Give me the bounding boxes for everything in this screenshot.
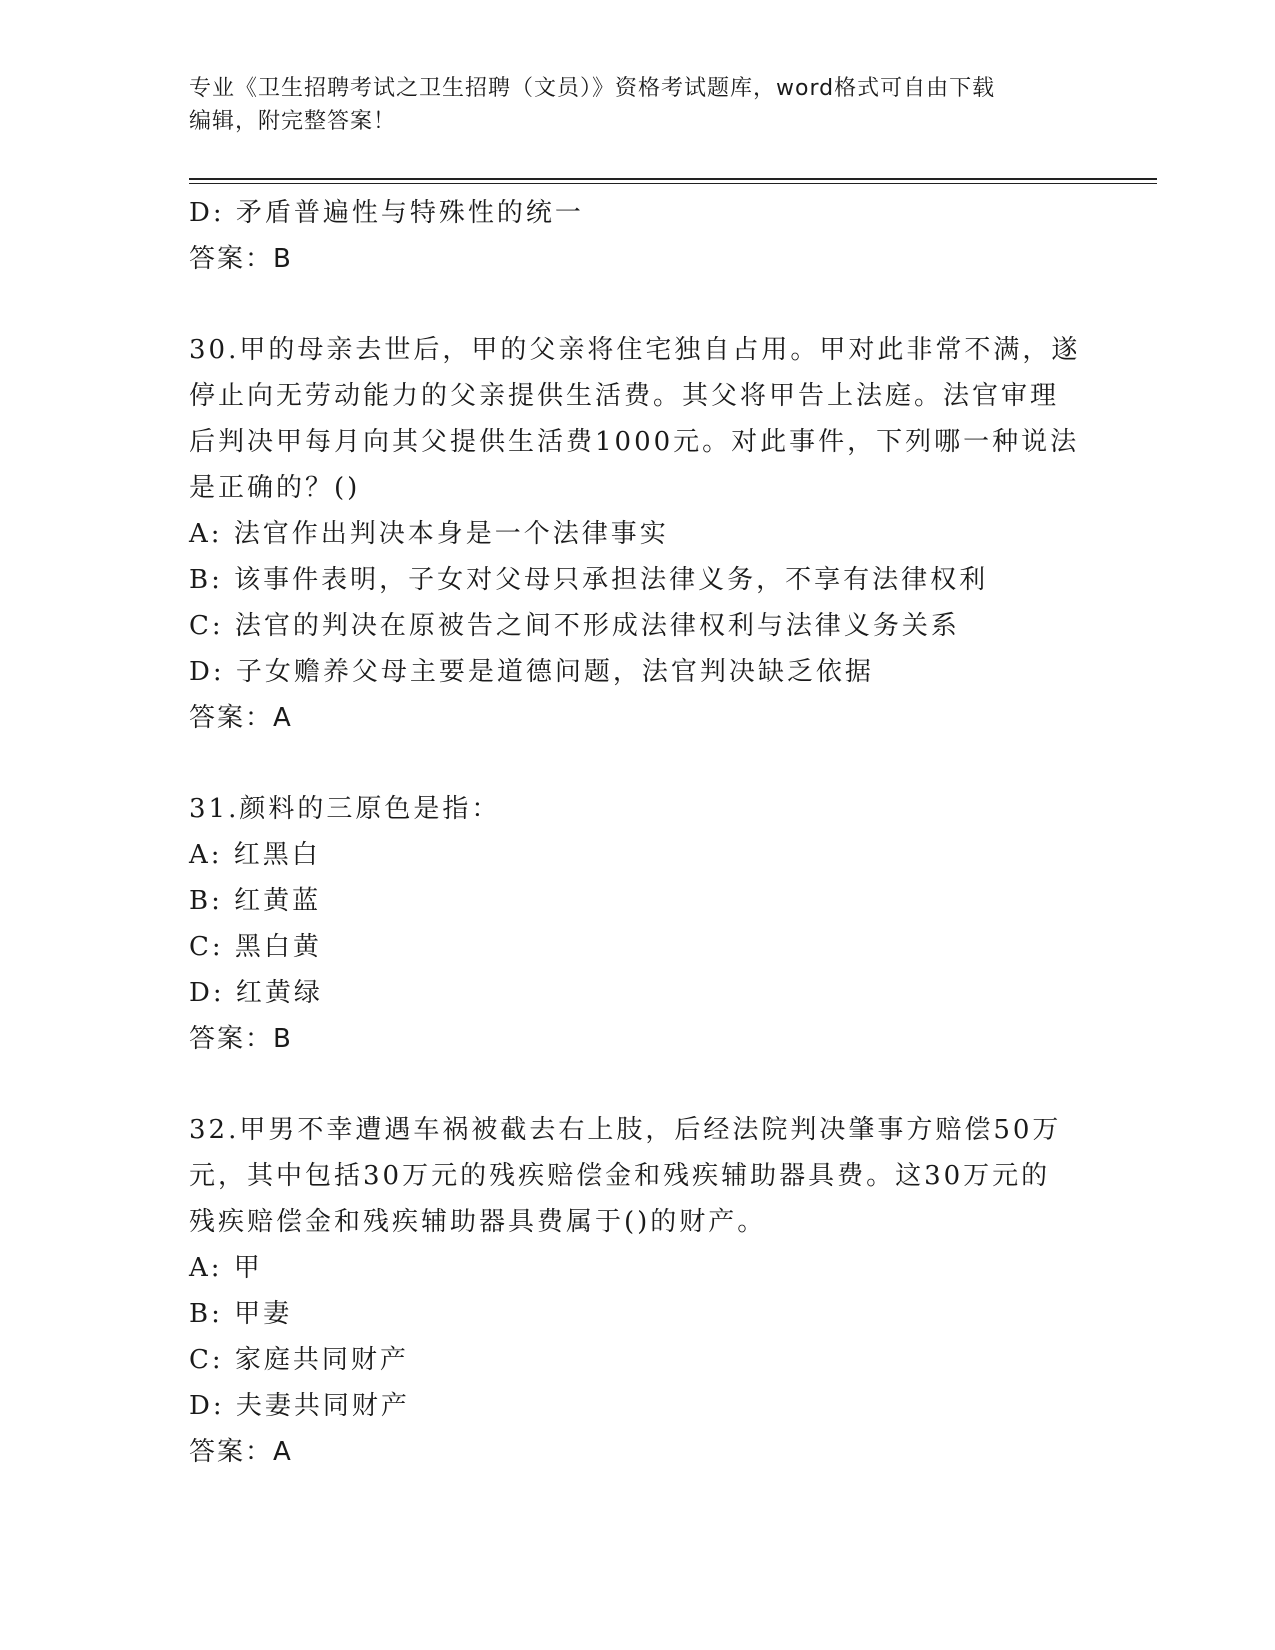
answer-line: 答案：A <box>189 1437 293 1467</box>
question-stem-line: 是正确的？() <box>189 473 361 503</box>
header-line-1: 专业《卫生招聘考试之卫生招聘（文员）》资格考试题库，word格式可自由下载 <box>189 76 996 101</box>
answer-line: 答案：B <box>189 1024 293 1054</box>
option-d: D: 夫妻共同财产 <box>189 1391 410 1421</box>
question-stem-line: 元，其中包括30万元的残疾赔偿金和残疾辅助器具费。这30万元的 <box>189 1161 1051 1191</box>
question-30 <box>189 327 1089 741</box>
option-a: A: 甲 <box>189 1253 263 1283</box>
question-stem-line: 停止向无劳动能力的父亲提供生活费。其父将甲告上法庭。法官审理 <box>189 381 1060 411</box>
previous-question-fragment <box>189 190 1089 282</box>
option-a: A: 法官作出判决本身是一个法律事实 <box>189 519 669 549</box>
option-a: A: 红黑白 <box>189 840 321 870</box>
header-divider-thick <box>189 178 1157 180</box>
option-b: B: 甲妻 <box>189 1299 293 1329</box>
option-b: B: 红黄蓝 <box>189 886 322 916</box>
question-stem-line: 后判决甲每月向其父提供生活费1000元。对此事件，下列哪一种说法 <box>189 427 1080 457</box>
question-stem-line: 31.颜料的三原色是指： <box>189 794 501 824</box>
question-stem-line: 残疾赔偿金和残疾辅助器具费属于()的财产。 <box>189 1207 767 1237</box>
question-32 <box>189 1107 1089 1475</box>
header-line-2: 编辑，附完整答案！ <box>189 109 397 134</box>
option-d: D: 红黄绿 <box>189 978 323 1008</box>
question-31 <box>189 786 1089 1062</box>
option-d: D: 子女赡养父母主要是道德问题，法官判决缺乏依据 <box>189 657 874 687</box>
option-c: C: 黑白黄 <box>189 932 322 962</box>
question-stem-line: 32.甲男不幸遭遇车祸被截去右上肢，后经法院判决肇事方赔偿50万 <box>189 1115 1062 1145</box>
question-stem-line: 30.甲的母亲去世后，甲的父亲将住宅独自占用。甲对此非常不满，遂 <box>189 335 1081 365</box>
header-divider-thin <box>189 183 1157 184</box>
answer-line: 答案：B <box>189 244 293 274</box>
answer-line: 答案：A <box>189 703 293 733</box>
option-d: D: 矛盾普遍性与特殊性的统一 <box>189 198 584 228</box>
option-b: B: 该事件表明，子女对父母只承担法律义务，不享有法律权利 <box>189 565 989 595</box>
option-c: C: 家庭共同财产 <box>189 1345 409 1375</box>
page-header <box>189 72 1069 138</box>
document-body <box>189 190 1089 1475</box>
option-c: C: 法官的判决在原被告之间不形成法律权利与法律义务关系 <box>189 611 960 641</box>
